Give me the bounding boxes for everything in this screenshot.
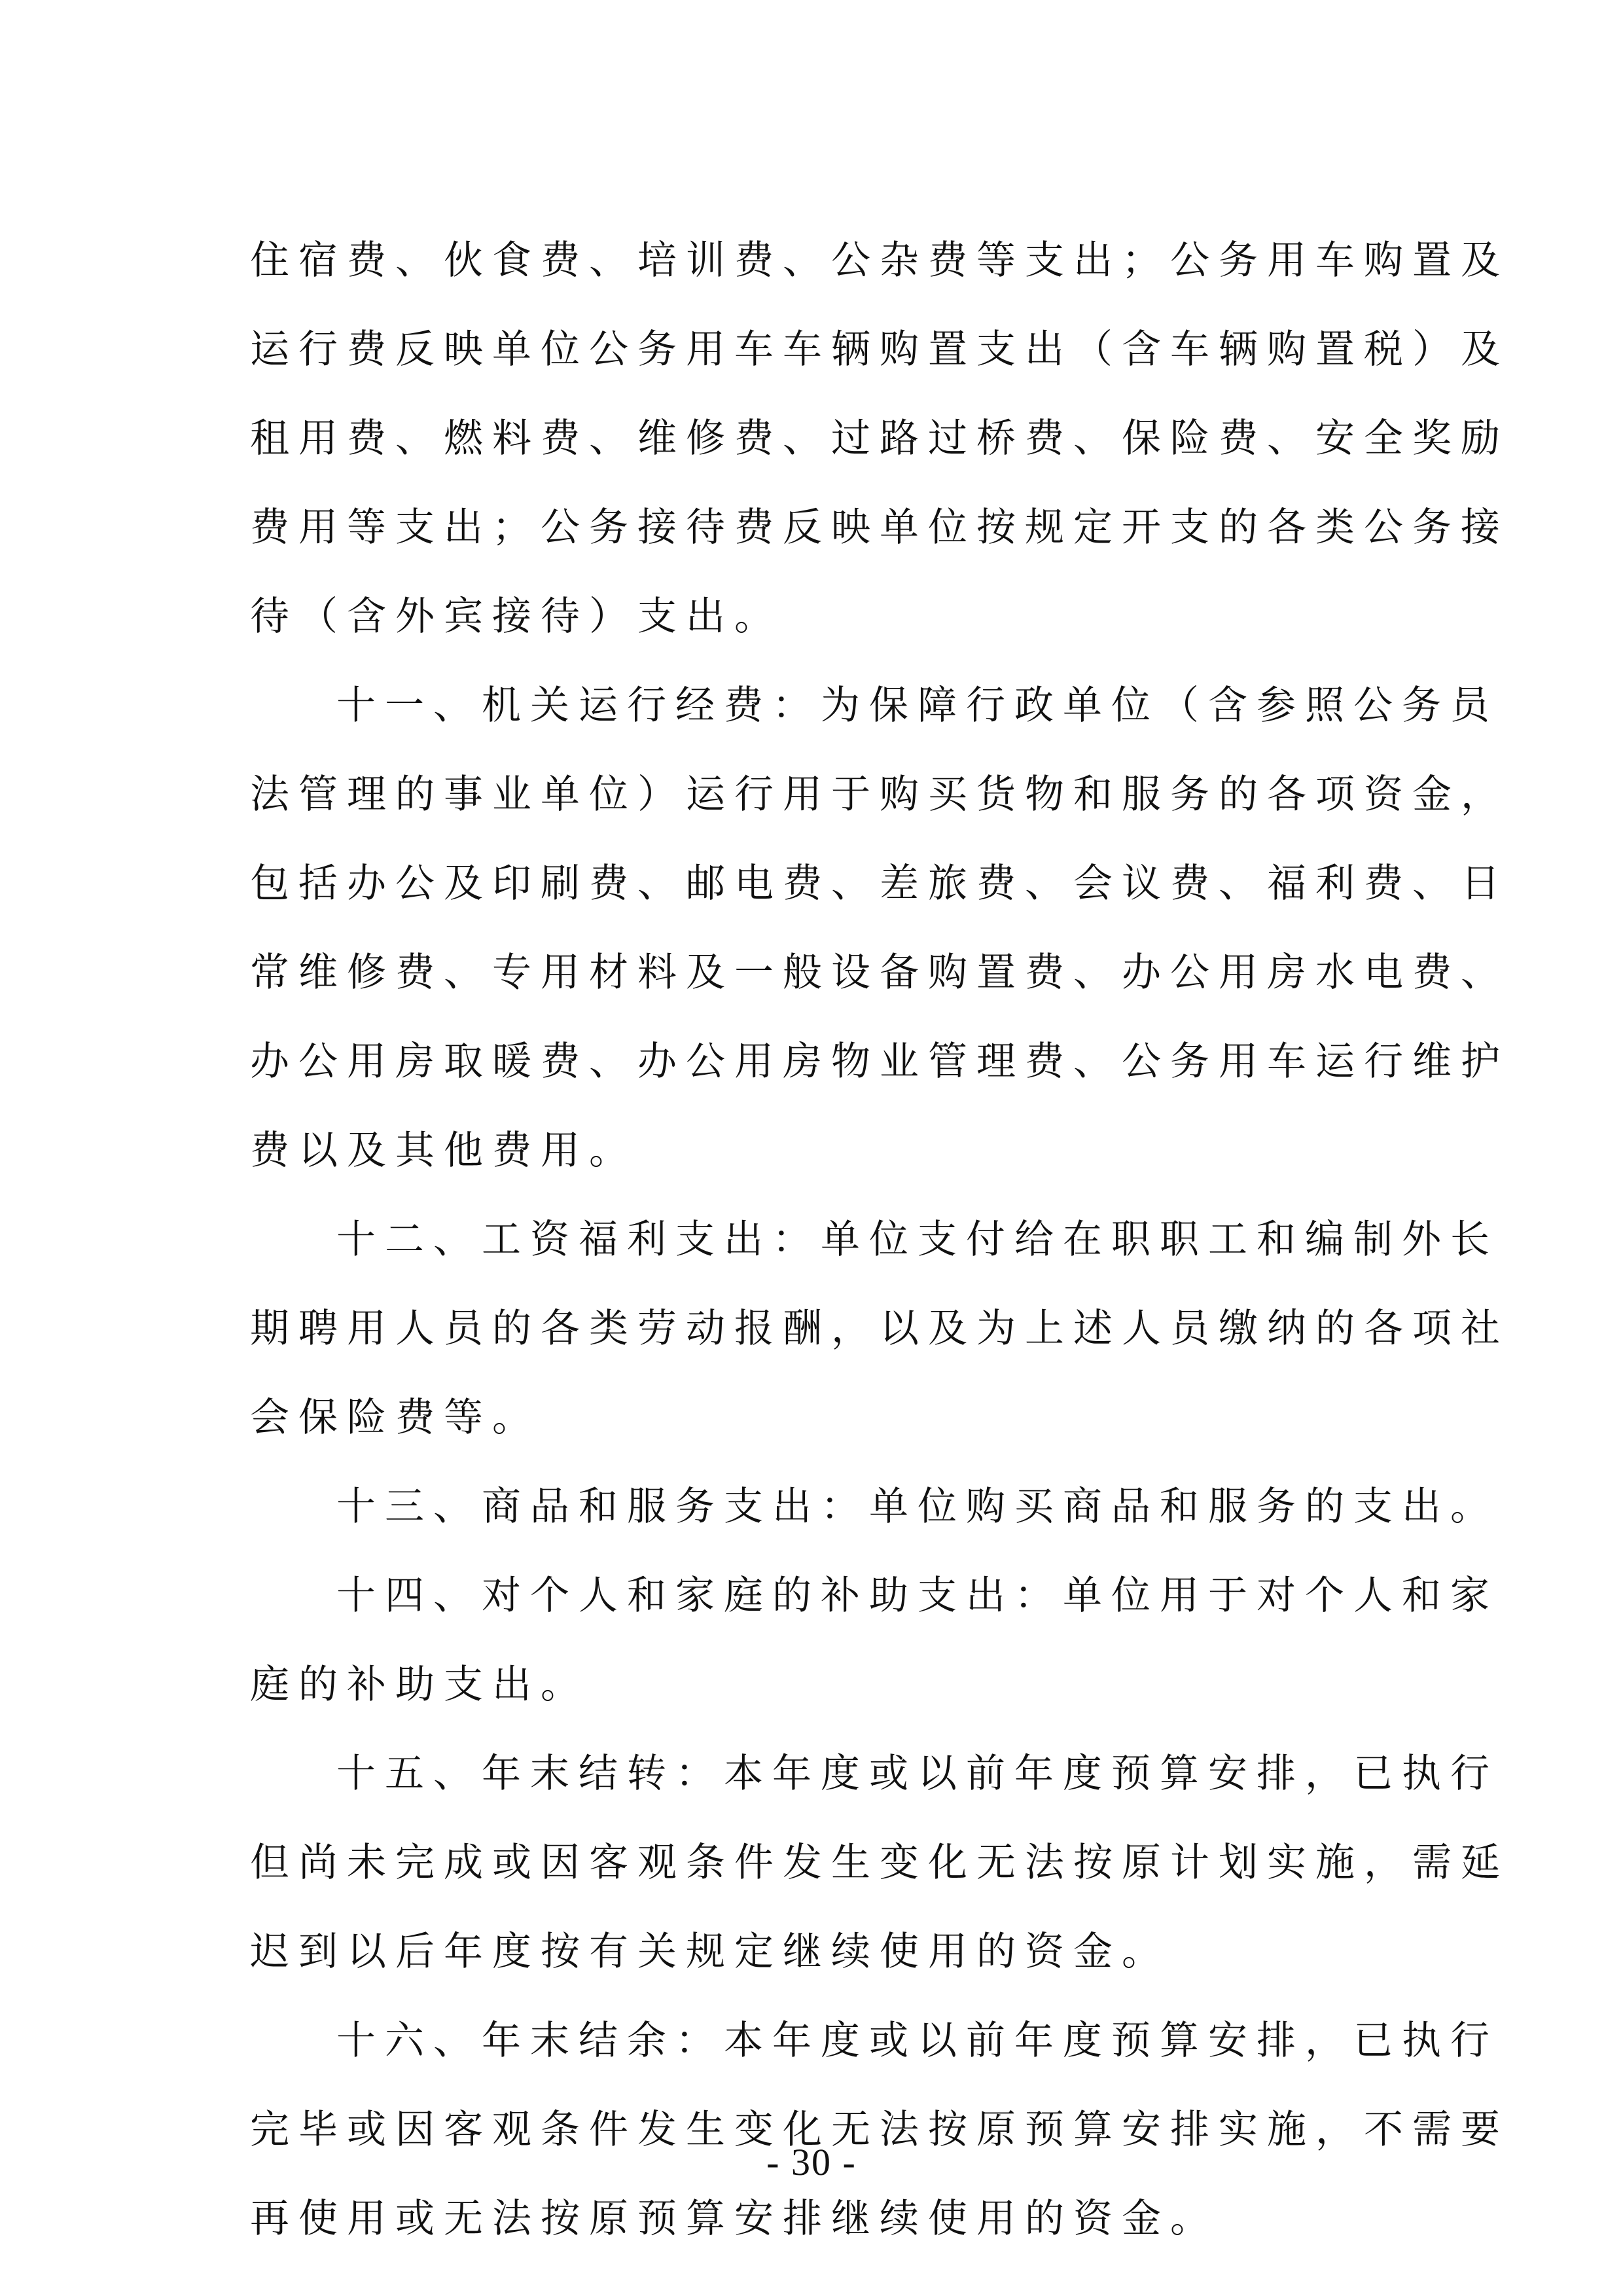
text-line: 法管理的事业单位）运行用于购买货物和服务的各项资金，	[250, 772, 1509, 817]
paragraph-12	[250, 1195, 1509, 1462]
text-line: 十二、工资福利支出：单位支付给在职职工和编制外长	[336, 1217, 1499, 1263]
text-line: 期聘用人员的各类劳动报酬，以及为上述人员缴纳的各项社	[250, 1306, 1509, 1352]
text-line: 待（含外宾接待）支出。	[250, 594, 783, 639]
text-line: 会保险费等。	[250, 1395, 541, 1441]
paragraph-16	[250, 1996, 1509, 2263]
text-line: 包括办公及印刷费、邮电费、差旅费、会议费、福利费、日	[250, 861, 1509, 906]
text-line: 庭的补助支出。	[250, 1662, 589, 1708]
text-line: 十一、机关运行经费：为保障行政单位（含参照公务员	[336, 683, 1499, 728]
text-line: 完毕或因客观条件发生变化无法按原预算安排实施，不需要	[250, 2107, 1509, 2153]
text-line: 十五、年末结转：本年度或以前年度预算安排，已执行	[336, 1751, 1499, 1797]
text-line: 费用等支出；公务接待费反映单位按规定开支的各类公务接	[250, 505, 1509, 550]
text-line: 常维修费、专用材料及一般设备购置费、办公用房水电费、	[250, 950, 1509, 996]
text-line: 住宿费、伙食费、培训费、公杂费等支出；公务用车购置及	[250, 238, 1509, 283]
page-number: - 30 -	[766, 2141, 857, 2183]
text-line: 费以及其他费用。	[250, 1128, 637, 1174]
text-line: 运行费反映单位公务用车车辆购置支出（含车辆购置税）及	[250, 327, 1509, 372]
text-line: 十三、商品和服务支出：单位购买商品和服务的支出。	[336, 1484, 1499, 1530]
body-text	[250, 216, 1509, 2263]
paragraph-continuation	[250, 216, 1509, 661]
text-line: 迟到以后年度按有关规定继续使用的资金。	[250, 1929, 1170, 1975]
text-line: 十四、对个人和家庭的补助支出：单位用于对个人和家	[336, 1573, 1499, 1619]
text-line: 办公用房取暖费、办公用房物业管理费、公务用车运行维护	[250, 1039, 1509, 1085]
text-line: 再使用或无法按原预算安排继续使用的资金。	[250, 2196, 1219, 2242]
paragraph-14	[250, 1551, 1499, 1729]
paragraph-11	[250, 661, 1509, 1195]
paragraph-15	[250, 1729, 1509, 1996]
paragraph-13	[250, 1462, 1499, 1551]
text-line: 租用费、燃料费、维修费、过路过桥费、保险费、安全奖励	[250, 416, 1509, 461]
text-line: 十六、年末结余：本年度或以前年度预算安排，已执行	[336, 2018, 1499, 2064]
text-line: 但尚未完成或因客观条件发生变化无法按原计划实施，需延	[250, 1840, 1509, 1886]
